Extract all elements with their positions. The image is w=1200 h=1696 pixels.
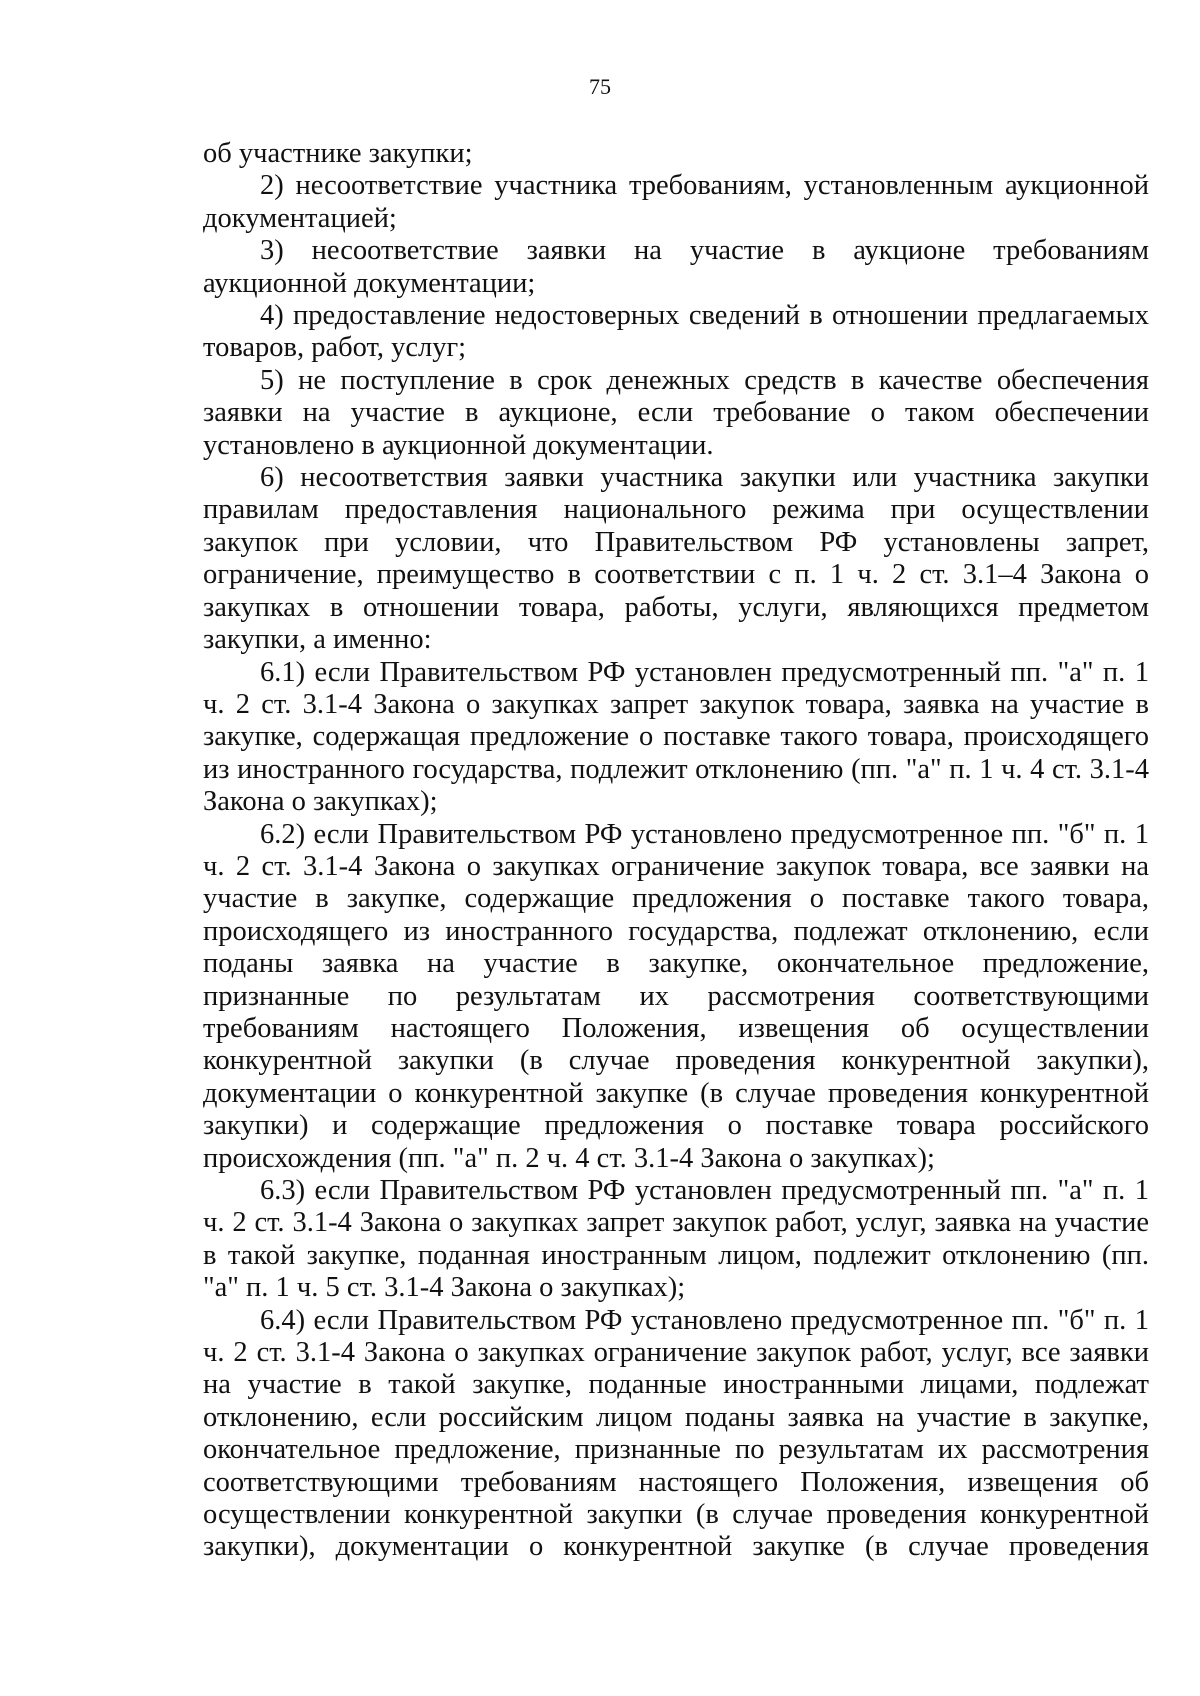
- paragraph-item-6-2: 6.2) если Правительством РФ установлено предусмотренное пп. "б" п. 1 ч. 2 ст. 3.1-4 Закона о закупках ограничение закупок товара, все заявки на участие в закупке, содержащие предложения о поставке такого товара, происходящего из иностранного государства, подлежат отклонению, если поданы заявка на участие в закупке, окончательное предложение, признанные по результатам их рассмотрения соответствующими требованиям настоящего Положения, извещения об осуществлении конкурентной закупки (в случае проведения конкурентной закупки), документации о конкурентной закупке (в случае проведения конкурентной закупки) и содержащие предложения о поставке товара российского происхождения (пп. "а" п. 2 ч. 4 ст. 3.1-4 Закона о закупках);: [203, 818, 1149, 1174]
- paragraph-item-3: 3) несоответствие заявки на участие в аукционе требованиям аукционной документации;: [203, 235, 1149, 299]
- paragraph-item-2: 2) несоответствие участника требованиям, установленным аукционной документацией;: [203, 170, 1149, 234]
- paragraph-item-4: 4) предоставление недостоверных сведений в отношении предлагаемых товаров, работ, услуг;: [203, 300, 1149, 364]
- document-body: [203, 138, 1149, 1564]
- paragraph-item-6-3: 6.3) если Правительством РФ установлен предусмотренный пп. "а" п. 1 ч. 2 ст. 3.1-4 Закона о закупках запрет закупок работ, услуг, заявка на участие в такой закупке, поданная иностранным лицом, подлежит отклонению (пп. "а" п. 1 ч. 5 ст. 3.1-4 Закона о закупках);: [203, 1175, 1149, 1304]
- paragraph-item-6: 6) несоответствия заявки участника закупки или участника закупки правилам предоставления национального режима при осуществлении закупок при условии, что Правительством РФ установлены запрет, ограничение, преимущество в соответствии с п. 1 ч. 2 ст. 3.1–4 Закона о закупках в отношении товара, работы, услуги, являющихся предметом закупки, а именно:: [203, 462, 1149, 656]
- paragraph-continuation: об участнике закупки;: [203, 138, 473, 169]
- paragraph-item-6-4: 6.4) если Правительством РФ установлено предусмотренное пп. "б" п. 1 ч. 2 ст. 3.1-4 Закона о закупках ограничение закупок работ, услуг, все заявки на участие в такой закупке, поданные иностранными лицами, подлежат отклонению, если российским лицом поданы заявка на участие в закупке, окончательное предложение, признанные по результатам их рассмотрения соответствующими требованиям настоящего Положения, извещения об осуществлении конкурентной закупки (в случае проведения конкурентной закупки), документации о конкурентной закупке (в случае проведения: [203, 1304, 1149, 1563]
- paragraph-item-6-1: 6.1) если Правительством РФ установлен предусмотренный пп. "а" п. 1 ч. 2 ст. 3.1-4 Закона о закупках запрет закупок товара, заявка на участие в закупке, содержащая предложение о поставке такого товара, происходящего из иностранного государства, подлежит отклонению (пп. "а" п. 1 ч. 4 ст. 3.1-4 Закона о закупках);: [203, 656, 1149, 818]
- paragraph-item-5: 5) не поступление в срок денежных средств в качестве обеспечения заявки на участие в аукционе, если требование о таком обеспечении установлено в аукционной документации.: [203, 364, 1149, 461]
- page-number: 75: [589, 74, 611, 99]
